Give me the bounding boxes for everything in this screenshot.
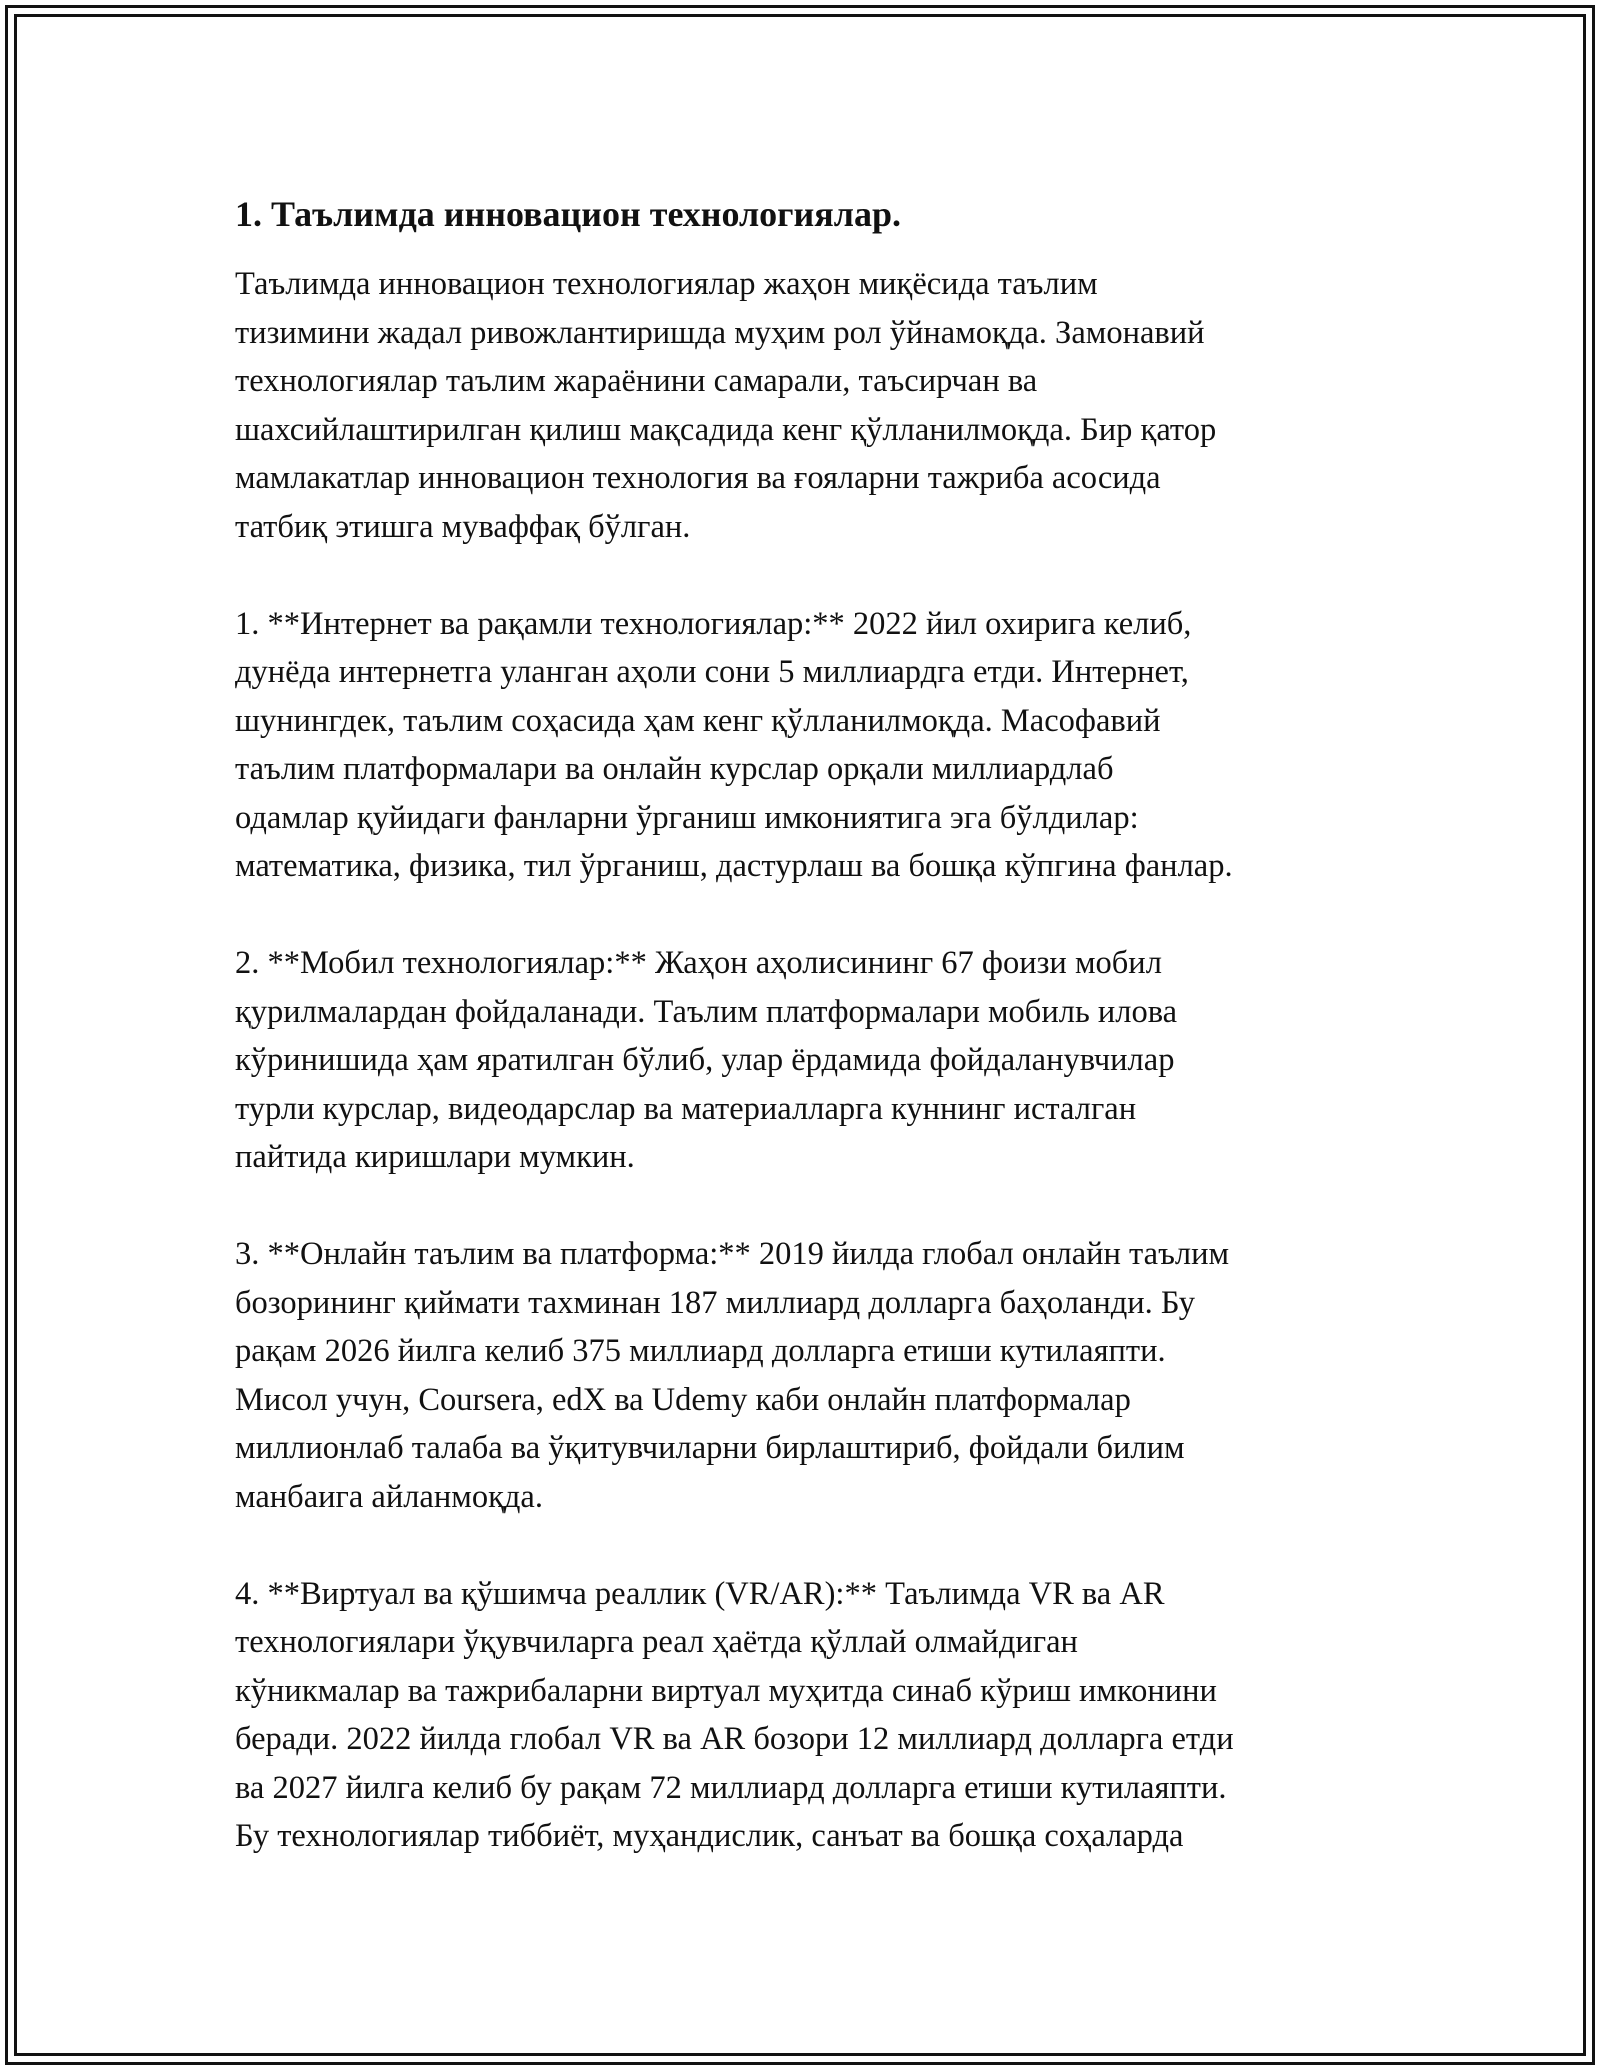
text-line: технологиялари ўқувчиларга реал ҳаётда қўллай олмайдиган [235, 1624, 1078, 1660]
text-line: кўникмалар ва тажрибаларни виртуал муҳитда синаб кўриш имконини [235, 1672, 1217, 1709]
text-line: кўринишида ҳам яратилган бўлиб, улар ёрдамида фойдаланувчилар [235, 1042, 1175, 1078]
text-line: турли курслар, видеодарслар ва материалларга куннинг исталган [235, 1090, 1137, 1127]
text-line: шунингдек, таълим соҳасида ҳам кенг қўлланилмоқда. Масофавий [235, 702, 1161, 739]
text-line: Мисол учун, Coursera, edX ва Udemy каби онлайн платформалар [235, 1381, 1131, 1418]
item-vr-ar-paragraph [235, 1570, 1385, 1861]
item-mobile-paragraph [235, 939, 1385, 1182]
text-line: тизимини жадал ривожлантиришда муҳим рол ўйнамоқда. Замонавий [235, 314, 1205, 351]
text-line: дунёда интернетга уланган аҳоли сони 5 миллиардга етди. Интернет, [235, 654, 1189, 690]
text-line: мамлакатлар инновацион технология ва ғояларни тажриба асосида [235, 460, 1161, 496]
section-heading: 1. Таълимда инновацион технологиялар. [235, 194, 901, 234]
text-line: рақам 2026 йилга келиб 375 миллиард долларга етиши кутилаяпти. [235, 1333, 1166, 1369]
text-line: миллионлаб талаба ва ўқитувчиларни бирлаштириб, фойдали билим [235, 1430, 1185, 1466]
text-line: пайтида киришлари мумкин. [235, 1139, 635, 1175]
text-line: шахсийлаштирилган қилиш мақсадида кенг қўлланилмоқда. Бир қатор [235, 411, 1217, 448]
text-line: ва 2027 йилга келиб бу рақам 72 миллиард долларга етиши кутилаяпти. [235, 1769, 1227, 1806]
text-line: манбаига айланмоқда. [235, 1478, 543, 1515]
text-line: Бу технологиялар тиббиёт, муҳандислик, санъат ва бошқа соҳаларда [235, 1818, 1184, 1854]
text-line: Таълимда инновацион технологиялар жаҳон миқёсида таълим [235, 266, 1098, 302]
text-line: беради. 2022 йилда глобал VR ва AR бозори 12 миллиард долларга етди [235, 1721, 1234, 1757]
text-line: 1. **Интернет ва рақамли технологиялар:** 2022 йил охирига келиб, [235, 605, 1192, 642]
text-line: қурилмалардан фойдаланади. Таълим платформалари мобиль илова [235, 993, 1178, 1030]
text-line: математика, физика, тил ўрганиш, дастурлаш ва бошқа кўпгина фанлар. [235, 848, 1233, 884]
document-body [235, 190, 1385, 1861]
text-line: 2. **Мобил технологиялар:** Жаҳон аҳолисининг 67 фоизи мобил [235, 945, 1162, 981]
intro-paragraph [235, 260, 1385, 551]
text-line: бозорининг қиймати тахминан 187 миллиард долларга баҳоланди. Бу [235, 1284, 1196, 1321]
text-line: технологиялар таълим жараёнини самарали, таъсирчан ва [235, 363, 1038, 399]
item-internet-paragraph [235, 600, 1385, 891]
text-line: 3. **Онлайн таълим ва платформа:** 2019 йилда глобал онлайн таълим [235, 1236, 1230, 1272]
text-line: одамлар қуйидаги фанларни ўрганиш имкониятига эга бўлдилар: [235, 799, 1139, 836]
text-line: татбиқ этишга муваффақ бўлган. [235, 508, 691, 545]
item-online-paragraph [235, 1230, 1385, 1521]
text-line: 4. **Виртуал ва қўшимча реаллик (VR/AR):** Таълимда VR ва AR [235, 1575, 1165, 1612]
text-line: таълим платформалари ва онлайн курслар орқали миллиардлаб [235, 751, 1114, 787]
